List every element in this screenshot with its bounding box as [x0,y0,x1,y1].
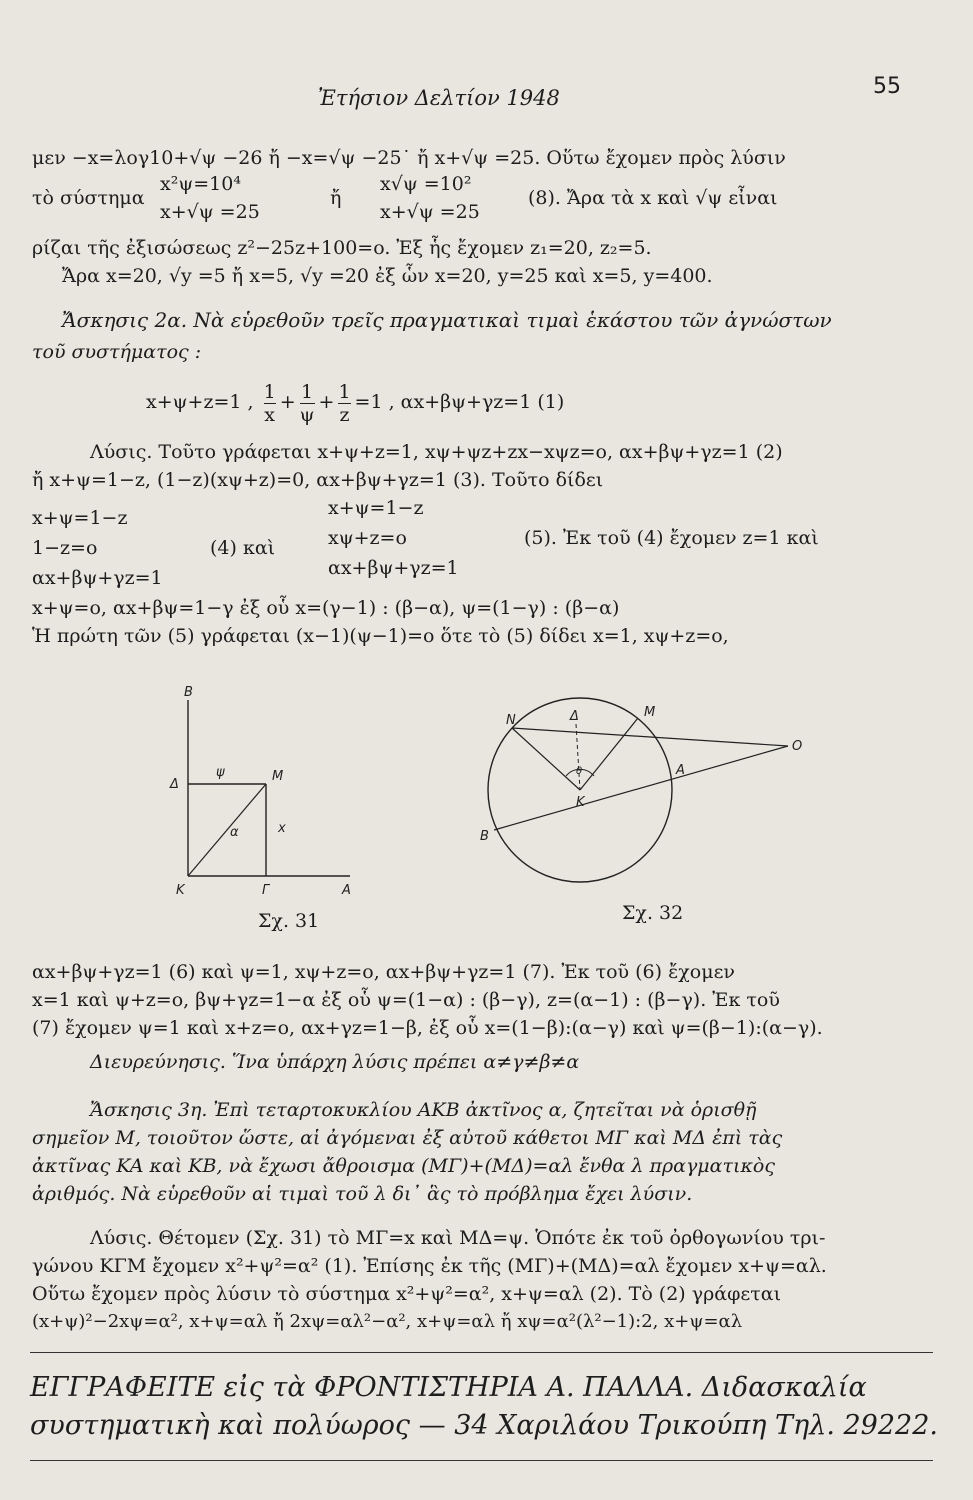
footer-rule-bottom [30,1460,933,1461]
text-line: Ἡ πρώτη τῶν (5) γράφεται (x−1)(ψ−1)=o ὅτε τὸ (5) δίδει x=1, xψ+z=o, [32,625,729,647]
system-8-a2: x+√ψ =25 [160,201,260,223]
plus-sign: + [279,391,296,413]
label-psi: ψ [216,765,225,780]
footer-ad-line-1: ΕΓΓΡΑΦΕΙΤΕ εἰς τὰ ΦΡΟΝΤΙΣΤΗΡΙΑ Α. ΠΑΛΛΑ. Διδασκαλία [30,1372,867,1403]
system-8-b2: x+√ψ =25 [380,201,480,223]
label-alpha: α [230,825,239,840]
label-m: M [272,769,284,784]
radius-km [580,718,638,790]
fraction-1-psi [300,381,315,426]
plus-sign: + [318,391,335,413]
text-line: μεν −x=λογ10+√ψ −26 ἤ −x=√ψ −25˙ ἤ x+√ψ =25. Οὕτω ἔχομεν πρὸς λύσιν [32,147,786,169]
label-gamma: Γ [262,883,270,898]
system-8-prefix: τὸ σύστημα [32,187,145,209]
text-line: ρίζαι τῆς ἐξισώσεως z²−25z+100=o. Ἐξ ἧς ἔχομεν z₁=20, z₂=5. [32,237,652,259]
system-5-label: (5). Ἐκ τοῦ (4) ἔχομεν z=1 καὶ [524,527,819,549]
solution-line: Λύσις. Θέτομεν (Σχ. 31) τὸ MΓ=x καὶ MΔ=ψ. Ὁπότε ἐκ τοῦ ὀρθογωνίου τρι- [90,1227,826,1249]
fraction-denominator: z [339,403,350,426]
equation-1-left: x+ψ+z=1 , [146,391,254,413]
solution-line: Λύσις. Τοῦτο γράφεται x+ψ+z=1, xψ+ψz+zx−xψz=o, αx+βψ+γz=1 (2) [90,441,783,463]
fraction-1-x [264,381,276,426]
equation-1 [146,372,941,432]
label-n: N [506,713,516,728]
fraction-1-z [338,381,350,426]
equation-1-right: =1 , αx+βψ+γz=1 (1) [354,391,565,413]
text-line: αx+βψ+γz=1 (6) καὶ ψ=1, xψ+z=o, αx+βψ+γz=1 (7). Ἐκ τοῦ (6) ἔχομεν [32,961,735,983]
footer-rule-top [30,1352,933,1353]
fraction-denominator: ψ [299,403,315,426]
fraction-numerator: 1 [263,380,276,403]
system-5-eq: xψ+z=o [328,527,407,549]
exercise-3-line: ἀκτῖνας KA καὶ KB, νὰ ἔχωσι ἄθροισμα (MΓ)+(MΔ)=αλ ἔνθα λ πραγματικὸς [32,1155,775,1177]
solution-line: (x+ψ)²−2xψ=α², x+ψ=αλ ἤ 2xψ=αλ²−α², x+ψ=αλ ἤ xψ=α²(λ²−1):2, x+ψ=αλ [32,1311,743,1332]
page-number: 55 [873,74,901,99]
exercise-2a-heading-cont: τοῦ συστήματος : [32,341,202,363]
radius-kn [512,728,583,790]
system-8-suffix: (8). Ἄρα τὰ x καὶ √ψ εἶναι [528,187,778,209]
solution-line: γώνου KΓM ἔχομεν x²+ψ²=α² (1). Ἐπίσης ἐκ τῆς (MΓ)+(MΔ)=αλ ἔχομεν x+ψ=αλ. [32,1255,827,1277]
figure-31 [160,680,380,900]
solution-line: ἤ x+ψ=1−z, (1−z)(xψ+z)=0, αx+βψ+γz=1 (3). Τοῦτο δίδει [32,469,604,491]
text-line: x+ψ=o, αx+βψ=1−γ ἐξ οὗ x=(γ−1) : (β−α), ψ=(1−γ) : (β−α) [32,597,620,619]
text-line: x=1 καὶ ψ+z=o, βψ+γz=1−α ἐξ οὗ ψ=(1−α) : (β−γ), z=(α−1) : (β−γ). Ἐκ τοῦ [32,989,780,1011]
label-a: A [676,763,685,778]
exercise-3-line: σημεῖον M, τοιοῦτον ὥστε, αἱ ἀγόμεναι ἐξ αὐτοῦ κάθετοι MΓ καὶ MΔ ἐπὶ τὰς [32,1127,783,1149]
fraction-numerator: 1 [301,380,314,403]
system-4-eq: 1−z=o [32,537,98,559]
figure-32 [470,690,810,910]
label-k: K [176,883,185,898]
text-line: (7) ἔχομεν ψ=1 καὶ x+z=o, αx+γz=1−β, ἐξ οὗ x=(1−β):(α−γ) καὶ ψ=(β−1):(α−γ). [32,1017,823,1039]
fraction-denominator: x [264,403,276,426]
label-delta: Δ [570,709,579,724]
system-4-label: (4) καὶ [210,537,276,559]
label-b: B [480,829,489,844]
system-8-b1: x√ψ =10² [380,173,472,195]
footer-ad-line-2: συστηματικὴ καὶ πολύωρος — 34 Χαριλάου Τρικούπη Τηλ. 29222. [30,1410,938,1441]
system-4-eq: x+ψ=1−z [32,507,128,529]
label-k: K [576,795,585,810]
fraction-numerator: 1 [338,380,351,403]
system-5-eq: x+ψ=1−z [328,497,424,519]
exercise-2a-heading: Ἄσκησις 2α. Νὰ εὑρεθοῦν τρεῖς πραγματικαὶ τιμαὶ ἑκάστου τῶν ἀγνώστων [62,308,832,332]
system-4-eq: αx+βψ+γz=1 [32,567,163,589]
dashed-kd [576,724,583,790]
label-a: A [342,883,351,898]
solution-line: Οὕτω ἔχομεν πρὸς λύσιν τὸ σύστημα x²+ψ²=α², x+ψ=αλ (2). Τὸ (2) γράφεται [32,1283,782,1305]
exercise-3-line: ἀριθμός. Νὰ εὑρεθοῦν αἱ τιμαὶ τοῦ λ δι᾽ ἃς τὸ πρόβλημα ἔχει λύσιν. [32,1183,693,1205]
secant-bo [494,746,788,830]
figure-32-caption: Σχ. 32 [622,902,684,924]
running-header: Ἐτήσιον Δελτίον 1948 [318,86,560,110]
figure-31-caption: Σχ. 31 [258,910,320,932]
system-8-a1: x²ψ=10⁴ [160,173,241,195]
label-x: x [278,821,286,836]
label-theta: θ [576,766,583,777]
segment-km [188,784,266,876]
label-o: O [792,739,803,754]
system-5-eq: αx+βψ+γz=1 [328,557,459,579]
text-line: Ἄρα x=20, √y =5 ἤ x=5, √y =20 ἐξ ὧν x=20, y=25 καὶ x=5, y=400. [62,265,713,287]
label-m: M [644,705,656,720]
label-delta: Δ [170,777,179,792]
exercise-3-line: Ἄσκησις 3η. Ἐπὶ τεταρτοκυκλίου AKB ἀκτῖνος α, ζητεῖται νὰ ὁρισθῇ [90,1099,757,1121]
discussion-line: Διευρεύνησις. Ἵνα ὑπάρχη λύσις πρέπει α≠γ≠β≠α [90,1051,580,1073]
label-b: B [184,685,193,700]
system-8-or: ἤ [330,187,342,209]
